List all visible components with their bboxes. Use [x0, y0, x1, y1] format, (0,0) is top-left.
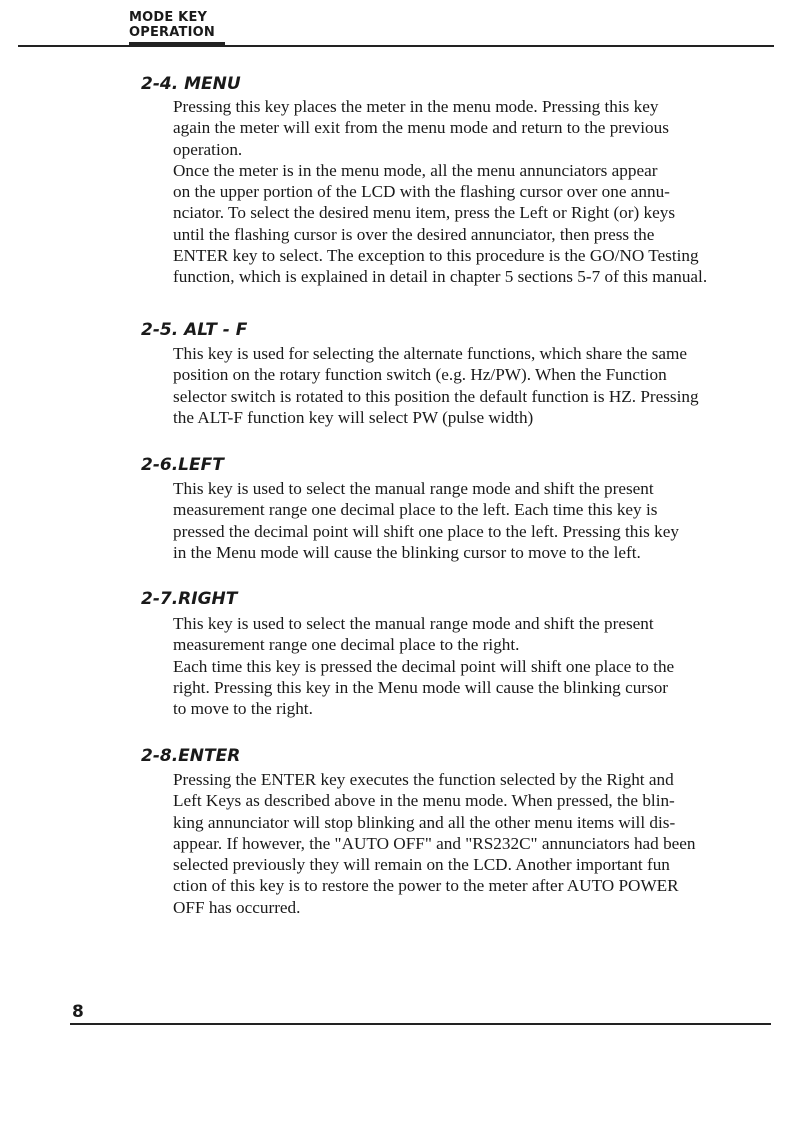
- text-line: on the upper portion of the LCD with the flashing cursor over one annu-: [173, 182, 670, 202]
- header-rule-accent: [129, 42, 225, 45]
- text-line: selector switch is rotated to this position the default function is HZ. Pressing: [173, 386, 699, 406]
- text-line: in the Menu mode will cause the blinking cursor to move to the left.: [173, 542, 641, 562]
- text-line: measurement range one decimal place to the right.: [173, 635, 520, 655]
- footer-rule: [70, 1023, 771, 1025]
- section-body-left: [173, 478, 763, 563]
- text-line: Left Keys as described above in the menu mode. When pressed, the blin-: [173, 791, 675, 811]
- text-line: Each time this key is pressed the decimal point will shift one place to the: [173, 656, 675, 676]
- section-body-alt-f: [173, 343, 763, 428]
- text-line: ction of this key is to restore the power to the meter after AUTO POWER: [173, 876, 679, 896]
- section-title-menu: 2-4. MENU: [141, 74, 241, 94]
- text-line: Once the meter is in the menu mode, all the menu annunciators appear: [173, 160, 658, 180]
- text-line: measurement range one decimal place to the left. Each time this key is: [173, 500, 658, 520]
- header-line-1: MODE KEY: [129, 10, 208, 25]
- running-header: [129, 10, 215, 40]
- text-line: Pressing the ENTER key executes the function selected by the Right and: [173, 770, 674, 789]
- text-line: position on the rotary function switch (e.g. Hz/PW). When the Function: [173, 365, 667, 385]
- text-line: OFF has occurred.: [173, 897, 301, 917]
- text-line: Pressing this key places the meter in the menu mode. Pressing this key: [173, 97, 659, 116]
- section-body-menu: [173, 96, 763, 288]
- section-title-right: 2-7.RIGHT: [141, 589, 238, 609]
- section-title-enter: 2-8.ENTER: [141, 746, 241, 766]
- section-title-left: 2-6.LEFT: [141, 455, 224, 475]
- text-line: nciator. To select the desired menu item, press the Left or Right (or) keys: [173, 203, 676, 223]
- section-body-enter: [173, 769, 763, 918]
- text-line: to move to the right.: [173, 699, 313, 719]
- text-line: This key is used for selecting the alternate functions, which share the same: [173, 344, 688, 363]
- header-line-2: OPERATION: [129, 25, 215, 40]
- section-body-right: [173, 613, 763, 719]
- text-line: until the flashing cursor is over the desired annunciator, then press the: [173, 224, 655, 244]
- text-line: This key is used to select the manual range mode and shift the present: [173, 479, 654, 498]
- text-line: pressed the decimal point will shift one place to the left. Pressing this key: [173, 521, 679, 541]
- header-rule: [18, 45, 774, 47]
- text-line: king annunciator will stop blinking and all the other menu items will dis-: [173, 812, 676, 832]
- text-line: operation.: [173, 139, 243, 159]
- text-line: right. Pressing this key in the Menu mode will cause the blinking cursor: [173, 677, 669, 697]
- text-line: appear. If however, the "AUTO OFF" and "RS232C" annunciators had been: [173, 833, 696, 853]
- text-line: ENTER key to select. The exception to this procedure is the GO/NO Testing: [173, 246, 699, 266]
- text-line: again the meter will exit from the menu mode and return to the previous: [173, 118, 669, 138]
- text-line: This key is used to select the manual range mode and shift the present: [173, 614, 654, 633]
- page-number: 8: [72, 1002, 84, 1022]
- text-line: the ALT-F function key will select PW (pulse width): [173, 407, 534, 427]
- text-line: selected previously they will remain on the LCD. Another important fun: [173, 855, 670, 875]
- text-line: function, which is explained in detail in chapter 5 sections 5-7 of this manual.: [173, 267, 708, 287]
- section-title-alt-f: 2-5. ALT - F: [141, 320, 248, 340]
